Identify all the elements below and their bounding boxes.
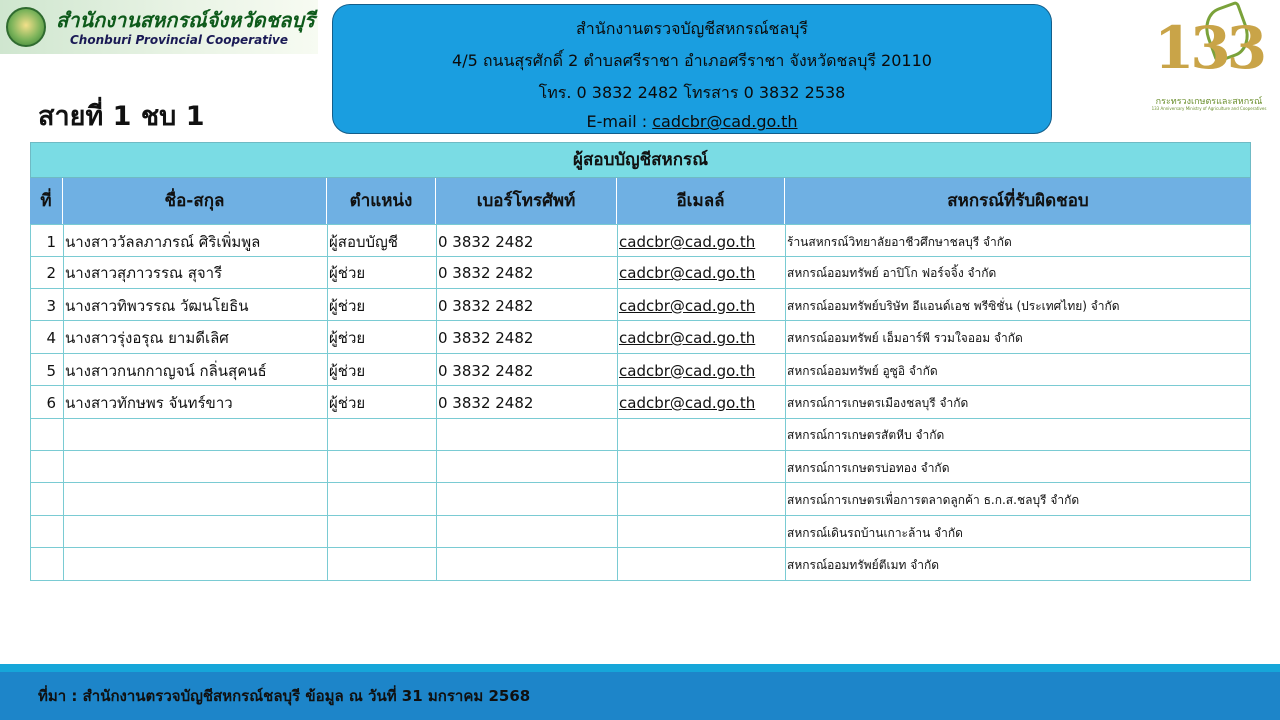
office-phone-fax: โทร. 0 3832 2482 โทรสาร 0 3832 2538 bbox=[538, 83, 846, 102]
header-phone: เบอร์โทรศัพท์ bbox=[436, 178, 617, 224]
header-name: ชื่อ-สกุล bbox=[63, 178, 327, 224]
header-email: อีเมลล์ bbox=[617, 178, 785, 224]
footer-source-text: ที่มา : สำนักงานตรวจบัญชีสหกรณ์ชลบุรี ข้อมูล ณ วันที่ 31 มกราคม 2568 bbox=[38, 687, 531, 705]
cell-position bbox=[327, 418, 436, 450]
cell-position bbox=[327, 516, 436, 548]
table-row bbox=[30, 321, 1251, 354]
cell-coop: สหกรณ์ออมทรัพย์ อูซูอิ จำกัด bbox=[785, 354, 1251, 386]
cell-name: นางสาววัลลภาภรณ์ ศิริเพิ่มพูล bbox=[63, 225, 327, 257]
cell-no: 4 bbox=[30, 321, 63, 353]
cell-name: นางสาวทิพวรรณ วัฒนโยธิน bbox=[63, 289, 327, 321]
cell-coop: สหกรณ์ออมทรัพย์ เอ็มอาร์พี รวมใจออม จำกัด bbox=[785, 321, 1251, 353]
email-link[interactable]: cadcbr@cad.go.th bbox=[619, 329, 756, 348]
table-title: ผู้สอบบัญชีสหกรณ์ bbox=[30, 142, 1251, 178]
cell-position bbox=[327, 451, 436, 483]
table-row bbox=[30, 451, 1251, 484]
cell-name: นางสาวรุ่งอรุณ ยามดีเลิศ bbox=[63, 321, 327, 353]
email-link[interactable]: cadcbr@cad.go.th bbox=[619, 394, 756, 412]
cell-coop: สหกรณ์การเกษตรบ่อทอง จำกัด bbox=[785, 451, 1251, 483]
cell-phone bbox=[436, 418, 617, 450]
cell-position: ผู้สอบบัญชี bbox=[327, 225, 436, 257]
cell-no: 2 bbox=[30, 256, 63, 288]
cell-coop: สหกรณ์ออมทรัพย์ตีเมท จำกัด bbox=[785, 548, 1251, 580]
cell-phone: 0 3832 2482 bbox=[436, 321, 617, 353]
cell-phone bbox=[436, 516, 617, 548]
cell-position bbox=[327, 548, 436, 580]
cell-phone: 0 3832 2482 bbox=[436, 225, 617, 257]
cell-no bbox=[30, 451, 63, 483]
office-email-line bbox=[333, 112, 1051, 131]
cell-email bbox=[617, 516, 785, 548]
cell-phone bbox=[436, 548, 617, 580]
cell-name bbox=[63, 483, 327, 515]
cell-coop: สหกรณ์การเกษตรเพื่อการตลาดลูกค้า ธ.ก.ส.ชลบุรี จำกัด bbox=[785, 483, 1251, 515]
cell-email bbox=[617, 386, 785, 418]
header-no: ที่ bbox=[30, 178, 63, 224]
cell-no: 1 bbox=[30, 225, 63, 257]
cell-no: 6 bbox=[30, 386, 63, 418]
cell-phone bbox=[436, 483, 617, 515]
cell-email bbox=[617, 451, 785, 483]
seal-icon bbox=[6, 7, 46, 47]
email-label: E-mail : bbox=[586, 112, 653, 131]
header-position: ตำแหน่ง bbox=[327, 178, 436, 224]
cell-phone: 0 3832 2482 bbox=[436, 386, 617, 418]
cell-coop: สหกรณ์ออมทรัพย์บริษัท อีแอนด์เอช พรีซิชั่น (ประเทศไทย) จำกัด bbox=[785, 289, 1251, 321]
cell-coop: สหกรณ์การเกษตรเมืองชลบุรี จำกัด bbox=[785, 386, 1251, 418]
cell-coop: ร้านสหกรณ์วิทยาลัยอาชีวศึกษาชลบุรี จำกัด bbox=[785, 225, 1251, 257]
table-row bbox=[30, 548, 1251, 581]
cell-name: นางสาวทักษพร จันทร์ขาว bbox=[63, 386, 327, 418]
cell-position: ผู้ช่วย bbox=[327, 256, 436, 288]
anniversary-133-logo bbox=[1150, 6, 1268, 110]
cell-position: ผู้ช่วย bbox=[327, 354, 436, 386]
cell-coop: สหกรณ์การเกษตรสัตหีบ จำกัด bbox=[785, 418, 1251, 450]
cell-phone: 0 3832 2482 bbox=[436, 354, 617, 386]
cell-no: 5 bbox=[30, 354, 63, 386]
email-link[interactable]: cadcbr@cad.go.th bbox=[619, 233, 756, 251]
table-row bbox=[30, 386, 1251, 419]
table-row bbox=[30, 256, 1251, 289]
cell-coop: สหกรณ์เดินรถบ้านเกาะล้าน จำกัด bbox=[785, 516, 1251, 548]
cell-phone: 0 3832 2482 bbox=[436, 289, 617, 321]
cell-name bbox=[63, 418, 327, 450]
email-link[interactable]: cadcbr@cad.go.th bbox=[619, 264, 756, 283]
cell-phone: 0 3832 2482 bbox=[436, 256, 617, 288]
cell-coop: สหกรณ์ออมทรัพย์ อาปิโก ฟอร์จจิ้ง จำกัด bbox=[785, 256, 1251, 288]
cell-name: นางสาวสุภาวรรณ สุจารี bbox=[63, 256, 327, 288]
cell-email bbox=[617, 225, 785, 257]
cell-no bbox=[30, 548, 63, 580]
ministry-name: กระทรวงเกษตรและสหกรณ์ bbox=[1155, 97, 1263, 107]
email-link[interactable]: cadcbr@cad.go.th bbox=[619, 296, 756, 315]
cell-no bbox=[30, 418, 63, 450]
table-row bbox=[30, 516, 1251, 549]
footer-bar bbox=[0, 672, 1280, 720]
table-row bbox=[30, 483, 1251, 516]
table-header-row bbox=[30, 178, 1251, 224]
footer-accent-bar bbox=[0, 664, 1280, 672]
table-body bbox=[30, 224, 1251, 580]
cell-no: 3 bbox=[30, 289, 63, 321]
anniversary-number: 133 bbox=[1154, 14, 1264, 82]
cell-email bbox=[617, 418, 785, 450]
table-row bbox=[30, 418, 1251, 451]
office-header-box bbox=[332, 4, 1052, 134]
cell-position bbox=[327, 483, 436, 515]
office-name: สำนักงานตรวจบัญชีสหกรณ์ชลบุรี bbox=[576, 19, 808, 38]
cell-name bbox=[63, 516, 327, 548]
auditor-table bbox=[30, 142, 1251, 580]
ministry-english: 133 Anniversary Ministry of Agriculture and Cooperatives bbox=[1151, 106, 1267, 111]
cell-phone bbox=[436, 451, 617, 483]
cell-position: ผู้ช่วย bbox=[327, 289, 436, 321]
cell-name bbox=[63, 548, 327, 580]
office-address: 4/5 ถนนสุรศักดิ์ 2 ตำบลศรีราชา อำเภอศรีราชา จังหวัดชลบุรี 20110 bbox=[452, 51, 932, 70]
cell-position: ผู้ช่วย bbox=[327, 386, 436, 418]
cell-email bbox=[617, 321, 785, 353]
table-row bbox=[30, 289, 1251, 322]
page-title: สายที่ 1 ชบ 1 bbox=[38, 101, 205, 132]
header-coop: สหกรณ์ที่รับผิดชอบ bbox=[947, 191, 1089, 211]
table-row bbox=[30, 224, 1251, 257]
cell-email bbox=[617, 548, 785, 580]
cell-name: นางสาวกนกกาญจน์ กลิ่นสุคนธ์ bbox=[63, 354, 327, 386]
table-row bbox=[30, 354, 1251, 387]
email-link[interactable]: cadcbr@cad.go.th bbox=[619, 361, 756, 380]
logo-thai-text: สำนักงานสหกรณ์จังหวัดชลบุรี bbox=[56, 8, 315, 32]
cell-position: ผู้ช่วย bbox=[327, 321, 436, 353]
cell-email bbox=[617, 289, 785, 321]
cell-email bbox=[617, 256, 785, 288]
cell-no bbox=[30, 483, 63, 515]
provincial-cooperative-logo bbox=[0, 0, 318, 54]
cell-email bbox=[617, 354, 785, 386]
cell-no bbox=[30, 516, 63, 548]
cell-email bbox=[617, 483, 785, 515]
office-email-link[interactable]: cadcbr@cad.go.th bbox=[652, 112, 798, 131]
cell-name bbox=[63, 451, 327, 483]
logo-english-text: Chonburi Provincial Cooperative bbox=[70, 33, 289, 47]
